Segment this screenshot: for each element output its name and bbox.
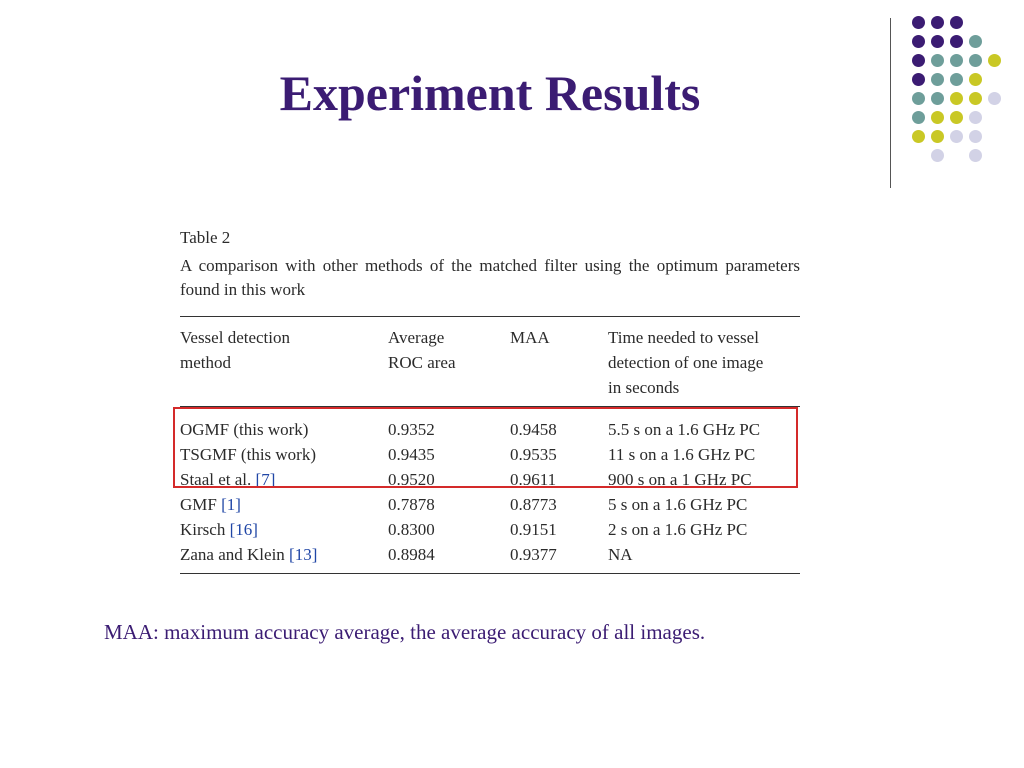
table-bottom-rule <box>180 573 800 574</box>
highlight-box <box>173 407 798 488</box>
decor-dot <box>950 130 963 143</box>
table-row <box>180 517 800 542</box>
cell-maa: 0.9458 <box>510 420 557 439</box>
decor-dot <box>969 130 982 143</box>
cell-time: 5.5 s on a 1.6 GHz PC <box>608 420 761 439</box>
cell-method <box>180 517 388 542</box>
table-caption: A comparison with other methods of the matched filter using the optimum parameters found in this work <box>180 256 800 299</box>
table-header-row <box>180 325 800 400</box>
cell-time: 2 s on a 1.6 GHz PC <box>608 520 748 539</box>
header-line: in seconds <box>608 378 680 397</box>
table-label: Table 2 <box>180 228 231 247</box>
cell-maa: 0.9377 <box>510 545 557 564</box>
cell-roc: 0.9352 <box>388 420 435 439</box>
cell-time: 900 s on a 1 GHz PC <box>608 470 752 489</box>
header-line: Average <box>388 328 445 347</box>
decor-dot <box>988 92 1001 105</box>
header-method <box>180 325 388 400</box>
slide-title: Experiment Results <box>279 65 701 121</box>
cell-roc: 0.8984 <box>388 545 435 564</box>
method-name: Kirsch <box>180 520 226 539</box>
header-line: method <box>180 353 231 372</box>
cell-time: NA <box>608 545 633 564</box>
comparison-table <box>180 228 800 574</box>
decor-dot <box>912 16 925 29</box>
method-name: Zana and Klein <box>180 545 285 564</box>
footnote-text: MAA: maximum accuracy average, the average accuracy of all images. <box>104 620 706 644</box>
decor-dot <box>931 130 944 143</box>
table-row <box>180 542 800 567</box>
table-row <box>180 492 800 517</box>
method-name: GMF <box>180 495 217 514</box>
header-line: detection of one image <box>608 353 764 372</box>
cell-maa: 0.9535 <box>510 445 557 464</box>
decor-dot <box>931 35 944 48</box>
cell-time: 11 s on a 1.6 GHz PC <box>608 445 756 464</box>
citation-link[interactable]: [16] <box>229 520 258 539</box>
cell-roc: 0.9520 <box>388 470 435 489</box>
method-name: TSGMF (this work) <box>180 445 317 464</box>
header-line: MAA <box>510 328 550 347</box>
decor-dot <box>969 149 982 162</box>
header-time <box>608 325 800 400</box>
cell-maa: 0.9611 <box>510 470 557 489</box>
cell-maa: 0.9151 <box>510 520 557 539</box>
header-maa <box>510 325 608 400</box>
decor-dot <box>912 35 925 48</box>
method-name: OGMF (this work) <box>180 420 309 439</box>
citation-link[interactable]: [13] <box>289 545 318 564</box>
citation-link[interactable]: [1] <box>221 495 241 514</box>
cell-method <box>180 492 388 517</box>
cell-time: 5 s on a 1.6 GHz PC <box>608 495 748 514</box>
cell-maa: 0.8773 <box>510 495 557 514</box>
decor-dot <box>912 130 925 143</box>
citation-link[interactable]: [7] <box>255 470 276 489</box>
header-line: ROC area <box>388 353 456 372</box>
decor-dot <box>950 35 963 48</box>
header-line: Time needed to vessel <box>608 328 759 347</box>
cell-roc: 0.9435 <box>388 445 435 464</box>
cell-method <box>180 542 388 567</box>
decor-dot <box>988 54 1001 67</box>
cell-roc: 0.8300 <box>388 520 435 539</box>
header-roc <box>388 325 510 400</box>
table-top-rule <box>180 316 800 317</box>
header-line: Vessel detection <box>180 328 290 347</box>
decor-dot <box>969 35 982 48</box>
decor-dot <box>931 149 944 162</box>
decor-dot <box>931 16 944 29</box>
method-name: Staal et al. <box>180 470 252 489</box>
cell-roc: 0.7878 <box>388 495 435 514</box>
decor-dot <box>950 16 963 29</box>
